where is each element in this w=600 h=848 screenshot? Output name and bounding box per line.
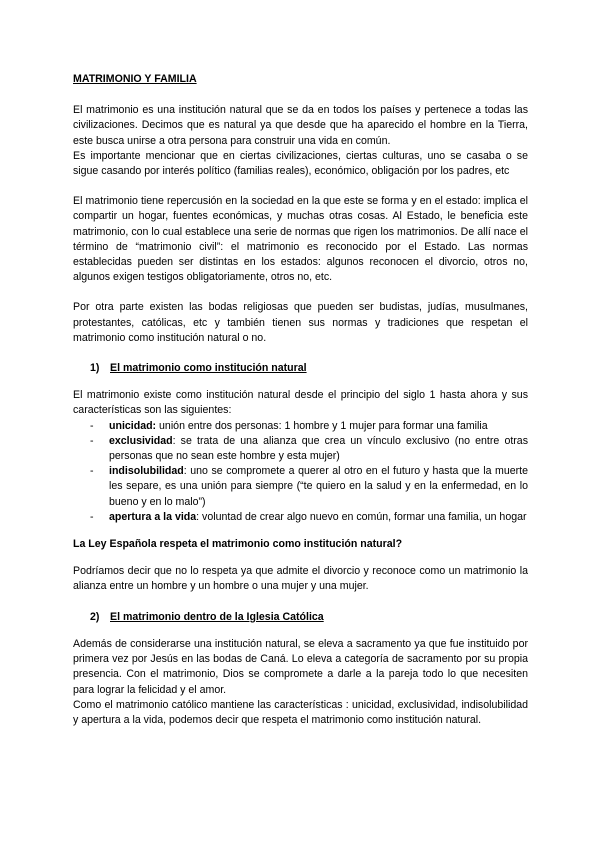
feature-text: : se trata de una alianza que crea un vínculo exclusivo (no entre otras personas que no sean este hombre y esta mujer) <box>109 434 528 463</box>
list-bullet: - <box>90 465 94 478</box>
feature-term: apertura a la vida <box>109 510 197 523</box>
section-2-heading <box>73 610 528 625</box>
intro-paragraph-1: El matrimonio es una institución natural que se da en todos los países y pertenece a todas las civilizaciones. Decimos que es natural ya que desde que ha aparecido el hombre en la Tierra, este busca unirse a otra persona para construir una vida en común. <box>73 104 528 147</box>
section-2-title: El matrimonio dentro de la Iglesia Católica <box>110 610 324 623</box>
list-item <box>73 464 528 510</box>
list-item <box>73 419 528 434</box>
list-bullet: - <box>90 434 94 447</box>
feature-term: exclusividad <box>109 434 173 447</box>
section-2-number: 2) <box>90 610 100 623</box>
section-1-heading <box>73 361 528 376</box>
feature-term: unicidad: <box>109 419 157 432</box>
section-2-paragraph-1: Además de considerarse una institución natural, se eleva a sacramento ya que fue instituido por primera vez por Jesús en las bodas de Caná. Lo eleva a categoría de sacramento por su propia presencia. Con el matrimonio, Dios se compromete a darle a la pareja todo lo que necesiten para lograr la felicidad y el amor. <box>73 637 528 696</box>
civil-marriage-paragraph: El matrimonio tiene repercusión en la sociedad en la que este se forma y en el estado: implica el compartir un hogar, fuentes económicas, y muchas otras cosas. Al Estado, le beneficia este matrimonio, con lo cual establece una serie de normas que rigen los matrimonios. De allí nace el término de “matrimonio civil”: el matrimonio es reconocido por el Estado. Las normas establecidas pueden ser distintas en los estados: algunos reconocen el divorcio, otros no, algunos exigen testigos obligatoriamente, otros no, etc. <box>73 195 528 284</box>
question-heading: La Ley Española respeta el matrimonio como institución natural? <box>73 538 403 551</box>
list-item <box>73 510 528 525</box>
question-answer: Podríamos decir que no lo respeta ya que admite el divorcio y reconoce como un matrimonio la alianza entre un hombre y un hombre o una mujer y una mujer. <box>73 565 528 593</box>
feature-text: : uno se compromete a querer al otro en el futuro y hasta que la muerte les separe, es una unión para siempre (“te quiero en la salud y en la enfermedad, en lo bueno y en lo malo”) <box>109 465 528 508</box>
list-bullet: - <box>90 419 94 432</box>
list-item <box>73 434 528 464</box>
feature-text: unión entre dos personas: 1 hombre y 1 mujer para formar una familia <box>156 419 488 432</box>
document-title: MATRIMONIO Y FAMILIA <box>73 73 197 85</box>
section-1-title: El matrimonio como institución natural <box>110 362 307 375</box>
characteristics-list <box>73 419 528 525</box>
section-1-intro: El matrimonio existe como institución natural desde el principio del siglo 1 hasta ahora y sus características son las siguientes: <box>73 389 528 417</box>
feature-text: : voluntad de crear algo nuevo en común, formar una familia, un hogar <box>196 510 527 523</box>
religious-weddings-paragraph: Por otra parte existen las bodas religiosas que pueden ser budistas, judías, musulmanes, protestantes, católicas, etc y también tienen sus normas y tradiciones que respetan el matrimonio como institución natural o no. <box>73 301 528 344</box>
intro-paragraph-2: Es importante mencionar que en ciertas civilizaciones, ciertas culturas, uno se casaba o se sigue casando por interés político (familias reales), económico, obligación por los padres, etc <box>73 149 528 178</box>
feature-term: indisolubilidad <box>109 465 184 478</box>
section-2-paragraph-2: Como el matrimonio católico mantiene las características : unicidad, exclusividad, indisolubilidad y apertura a la vida, podemos decir que respeta el matrimonio como institución natural. <box>73 698 528 726</box>
list-bullet: - <box>90 510 94 523</box>
section-1-number: 1) <box>90 362 100 375</box>
